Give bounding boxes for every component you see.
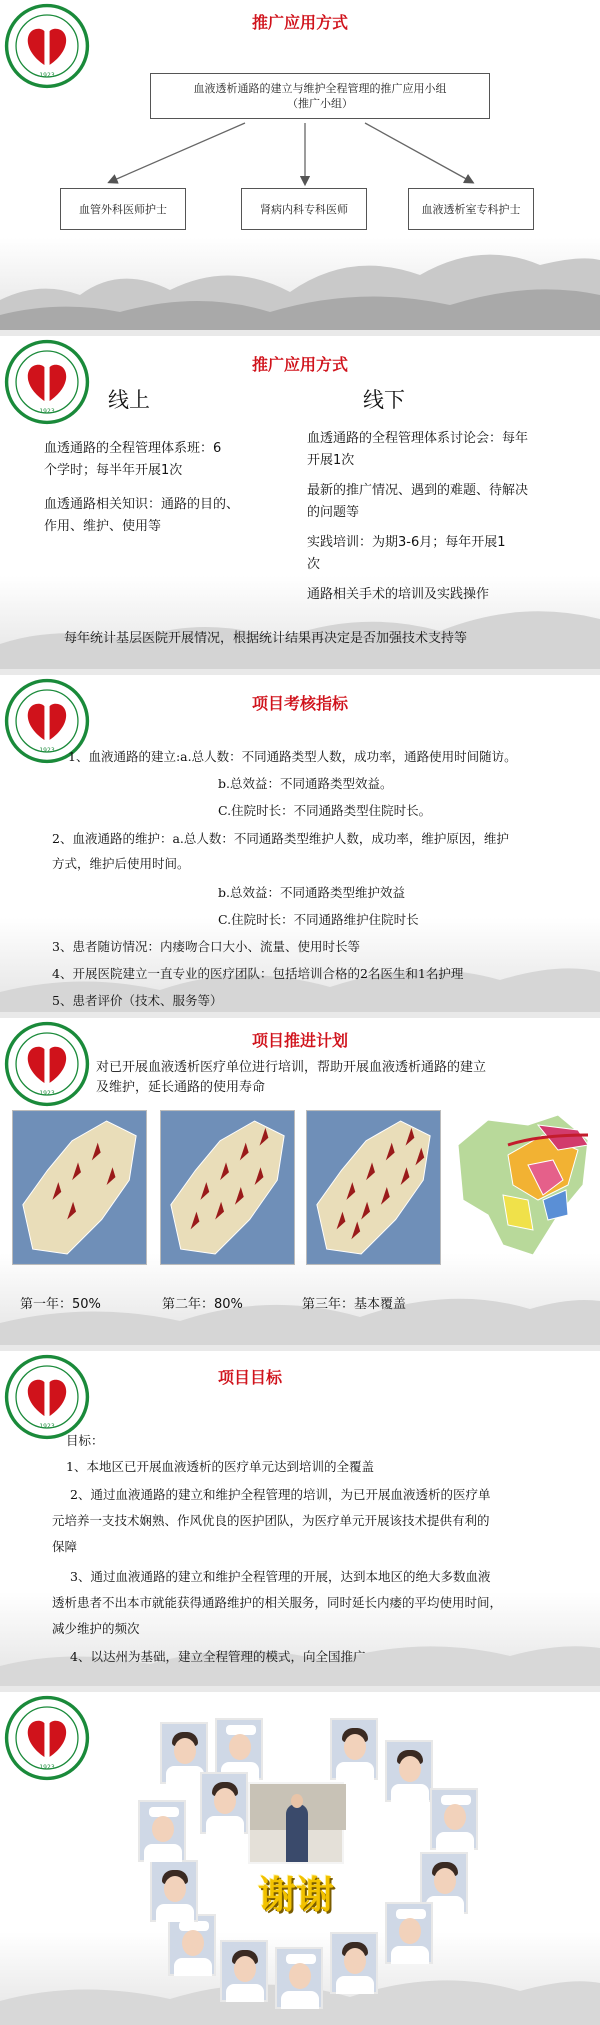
- slide3-title: 项目考核指标: [251, 694, 348, 713]
- offline-line-1: 血透通路的全程管理体系讨论会：每年: [307, 431, 529, 446]
- svg-text:1923: 1923: [39, 407, 55, 415]
- staff-photo: [385, 1902, 433, 1964]
- goal-line-7: 透析患者不出本市就能获得通路维护的相关服务，同时延长内瘘的平均使用时间，: [52, 1595, 503, 1610]
- online-line-4: 作用、维护、使用等: [44, 519, 162, 534]
- staff-photo: [275, 1947, 323, 2009]
- staff-photo: [168, 1914, 216, 1976]
- svg-text:1923: 1923: [39, 1089, 55, 1097]
- indicator-line-1: 1、血液通路的建立:a.总人数：不同通路类型人数，成功率，通路使用时间随访。: [68, 749, 517, 764]
- caption-year2: 第二年：80%: [162, 1297, 243, 1312]
- goal-line-5: 保障: [52, 1539, 78, 1554]
- offline-line-6: 次: [307, 557, 321, 572]
- indicator-line-8: 3、患者随访情况：内瘘吻合口大小、流量、使用时长等: [52, 939, 360, 954]
- slide-assessment-indicators: [0, 675, 600, 1012]
- mountain-background: [0, 559, 600, 669]
- mountain-background: [0, 220, 600, 330]
- goal-line-9: 4、以达州为基础，建立全程管理的模式，向全国推广: [70, 1649, 366, 1664]
- province-map: [448, 1105, 596, 1265]
- slide-thanks: [0, 1692, 600, 2025]
- slide-promotion-methods: [0, 336, 600, 669]
- coverage-map-year3: [306, 1110, 441, 1265]
- coverage-map-year2: [160, 1110, 295, 1265]
- indicator-line-10: 5、患者评价（技术、服务等）: [52, 993, 223, 1008]
- staff-photo: [138, 1800, 186, 1862]
- slide2-title: 推广应用方式: [251, 355, 348, 374]
- goal-line-1: 目标：: [66, 1433, 104, 1448]
- promotion-group-line1: 血液透析通路的建立与维护全程管理的推广应用小组: [193, 82, 447, 95]
- staff-photo: [330, 1718, 378, 1780]
- org-box-dialysis: 血液透析室专科护士: [408, 188, 534, 230]
- svg-text:1923: 1923: [39, 1422, 55, 1430]
- offline-line-3: 最新的推广情况、遇到的难题、待解决: [307, 483, 529, 498]
- staff-photo: [385, 1740, 433, 1802]
- slide-project-goals: [0, 1351, 600, 1686]
- offline-line-4: 的问题等: [307, 505, 360, 520]
- indicator-line-6: b.总效益：不同通路类型维护效益: [218, 885, 405, 900]
- caption-year3: 第三年：基本覆盖: [302, 1297, 407, 1312]
- offline-line-2: 开展1次: [307, 453, 355, 468]
- staff-photo: [430, 1788, 478, 1850]
- staff-photo: [220, 1940, 268, 2002]
- goal-line-3: 2、通过血液通路的建立和维护全程管理的培训，为已开展血液透析的医疗单: [70, 1487, 491, 1502]
- plan-subtitle-2: 及维护，延长通路的使用寿命: [96, 1080, 266, 1095]
- staff-photo: [330, 1932, 378, 1994]
- online-line-2: 个学时；每半年开展1次: [44, 463, 183, 478]
- goal-line-6: 3、通过血液通路的建立和维护全程管理的开展，达到本地区的绝大多数血液: [70, 1569, 491, 1584]
- offline-line-5: 实践培训：为期3-6月；每年开展1: [307, 535, 506, 550]
- caption-year1: 第一年：50%: [20, 1297, 101, 1312]
- indicator-line-5: 方式，维护后使用时间。: [52, 856, 190, 871]
- online-heading: 线上: [108, 388, 150, 412]
- svg-text:1923: 1923: [39, 71, 55, 79]
- org-box-vascular: 血管外科医师护士: [60, 188, 186, 230]
- slide-promotion-org: [0, 0, 600, 330]
- slide4-title: 项目推进计划: [251, 1031, 348, 1050]
- svg-text:1923: 1923: [39, 746, 55, 754]
- indicator-line-2: b.总效益：不同通路类型效益。: [218, 776, 393, 791]
- staff-photo: [200, 1772, 248, 1834]
- thanks-text: 谢谢: [258, 1873, 335, 1917]
- indicator-line-4: 2、血液通路的维护：a.总人数：不同通路类型维护人数，成功率，维护原因，维护: [52, 831, 509, 846]
- indicator-line-3: C.住院时长：不同通路类型住院时长。: [218, 803, 432, 818]
- svg-text:1923: 1923: [39, 1763, 55, 1771]
- goal-line-4: 元培养一支技术娴熟、作风优良的医护团队，为医疗单元开展该技术提供有利的: [52, 1513, 490, 1528]
- plan-subtitle-1: 对已开展血液透析医疗单位进行培训，帮助开展血液透析通路的建立: [96, 1060, 487, 1075]
- hospital-logo: [4, 1695, 90, 1781]
- slide5-title: 项目目标: [217, 1368, 282, 1387]
- coverage-map-year1: [12, 1110, 147, 1265]
- online-line-3: 血透通路相关知识：通路的目的、: [44, 497, 240, 512]
- goal-line-8: 减少维护的频次: [52, 1621, 140, 1636]
- offline-line-7: 通路相关手术的培训及实践操作: [307, 587, 490, 602]
- indicator-line-7: C.住院时长：不同通路维护住院时长: [218, 912, 419, 927]
- promotion-group-box: [150, 73, 490, 119]
- goal-line-2: 1、本地区已开展血液透析的医疗单元达到培训的全覆盖: [66, 1459, 374, 1474]
- promotion-footer: 每年统计基层医院开展情况，根据统计结果再决定是否加强技术支持等: [64, 631, 468, 646]
- offline-heading: 线下: [363, 388, 405, 412]
- org-arrows: [0, 119, 600, 189]
- staff-photo: [215, 1718, 263, 1780]
- online-line-1: 血透通路的全程管理体系班：6: [44, 441, 222, 456]
- promotion-group-line2: （推广小组）: [287, 97, 353, 110]
- slide1-title: 推广应用方式: [251, 13, 348, 32]
- group-photo: [248, 1782, 344, 1864]
- org-box-nephrology: 肾病内科专科医师: [241, 188, 367, 230]
- indicator-line-9: 4、开展医院建立一直专业的医疗团队：包括培训合格的2名医生和1名护理: [52, 966, 464, 981]
- staff-photo: [150, 1860, 198, 1922]
